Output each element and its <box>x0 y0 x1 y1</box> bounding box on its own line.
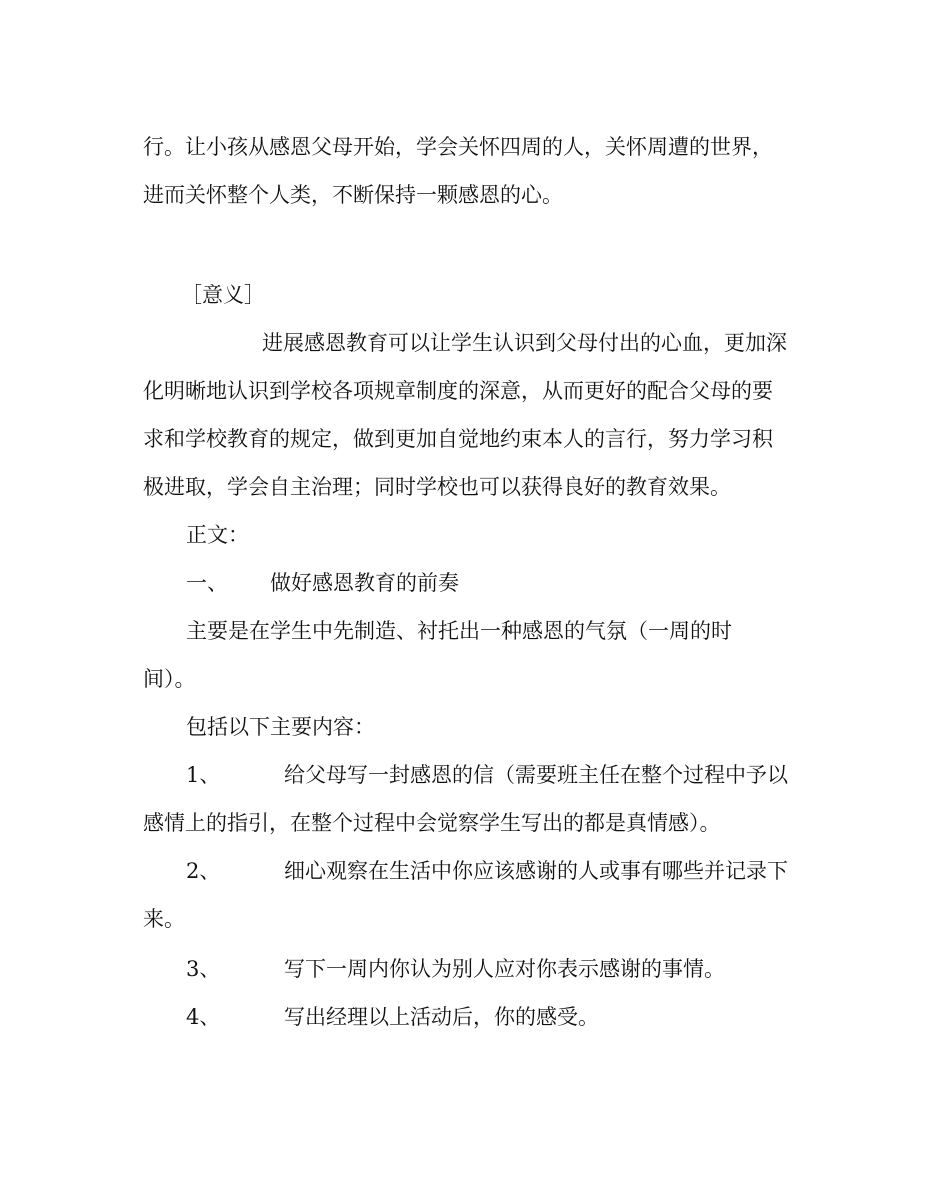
meaning-line-4: 极进取，学会自主治理；同时学校也可以获得良好的教育效果。 <box>143 475 731 499</box>
item-4-number: 4、 <box>186 1005 221 1029</box>
includes-heading: 包括以下主要内容： <box>186 715 375 739</box>
item-2-number: 2、 <box>186 859 221 883</box>
meaning-line-3: 求和学校教育的规定，做到更加自觉地约束本人的言行，努力学习积 <box>143 427 773 451</box>
meaning-line-2: 化明晰地认识到学校各项规章制度的深意，从而更好的配合父母的要 <box>143 379 773 403</box>
section-1-desc-line-1: 主要是在学生中先制造、衬托出一种感恩的气氛（一周的时 <box>186 619 732 643</box>
item-3-number: 3、 <box>186 957 221 981</box>
section-1-desc-line-2: 间）。 <box>143 667 196 691</box>
intro-line-1: 行。让小孩从感恩父母开始，学会关怀四周的人，关怀周遭的世界， <box>143 135 773 159</box>
meaning-line-1: 进展感恩教育可以让学生认识到父母付出的心血，更加深 <box>262 331 787 355</box>
body-heading: 正文： <box>186 523 249 547</box>
item-4-line-1: 写出经理以上活动后，你的感受。 <box>284 1005 599 1029</box>
meaning-heading: ［意义］ <box>181 283 265 307</box>
section-1-number: 一、 <box>186 571 228 595</box>
item-2-line-1: 细心观察在生活中你应该感谢的人或事有哪些并记录下 <box>284 859 788 883</box>
section-1-title: 做好感恩教育的前奏 <box>270 571 459 595</box>
item-1-line-2: 感情上的指引，在整个过程中会觉察学生写出的都是真情感）。 <box>143 811 721 835</box>
item-2-line-2: 来。 <box>143 907 185 931</box>
item-1-number: 1、 <box>186 763 221 787</box>
intro-line-2: 进而关怀整个人类，不断保持一颗感恩的心。 <box>143 183 563 207</box>
item-3-line-1: 写下一周内你认为别人应对你表示感谢的事情。 <box>284 957 725 981</box>
item-1-line-1: 给父母写一封感恩的信（需要班主任在整个过程中予以 <box>284 763 788 787</box>
